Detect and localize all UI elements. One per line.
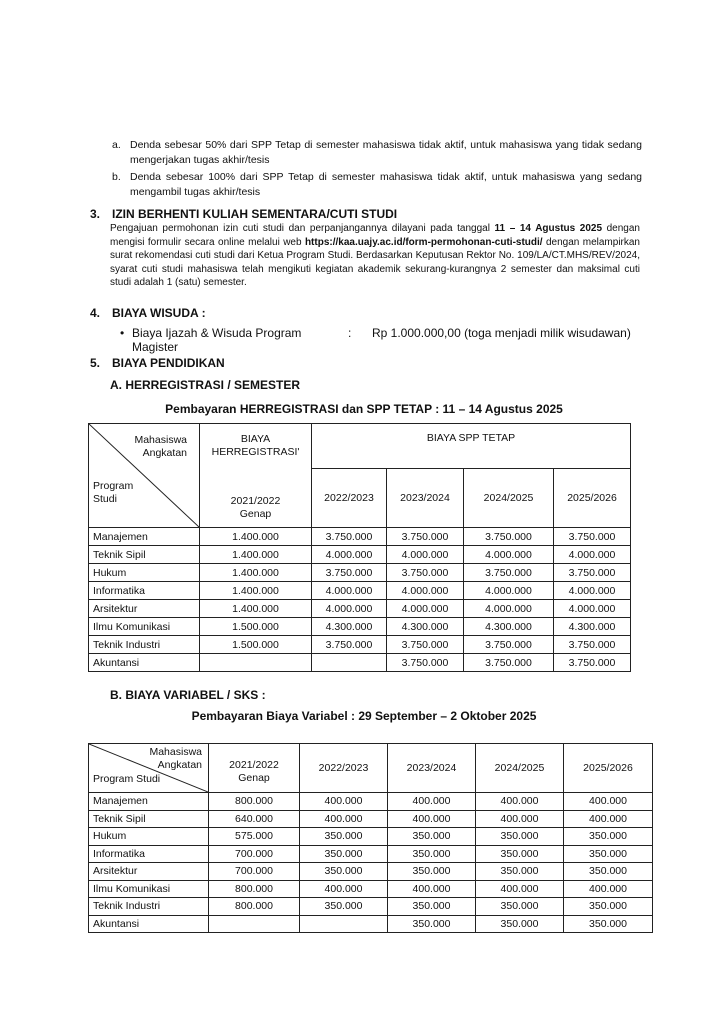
corner-bottom-label [93, 480, 133, 506]
value-cell: 350.000 [300, 898, 388, 916]
value-cell: 1.400.000 [200, 582, 312, 600]
table-row [89, 793, 653, 811]
cuti-date: 11 – 14 Agustus 2025 [494, 223, 603, 234]
section-title: IZIN BERHENTI KULIAH SEMENTARA/CUTI STUDI [112, 207, 398, 221]
year-header: 2024/2025 [464, 469, 554, 528]
value-cell: 3.750.000 [554, 636, 631, 654]
table-row [89, 880, 653, 898]
value-cell: 350.000 [564, 863, 653, 881]
value-cell: 400.000 [300, 880, 388, 898]
value-cell: 640.000 [209, 810, 300, 828]
prodi-cell: Manajemen [89, 528, 200, 546]
bullet-icon: • [120, 326, 125, 340]
value-cell: 800.000 [209, 898, 300, 916]
value-cell: 400.000 [476, 810, 564, 828]
header-text: 2021/2022 [230, 495, 281, 507]
corner-text: Mahasiswa [149, 746, 202, 758]
year-header: 2025/2026 [554, 469, 631, 528]
year-header: 2022/2023 [300, 744, 388, 793]
value-cell: 800.000 [209, 793, 300, 811]
value-cell: 350.000 [476, 828, 564, 846]
header-text: Genap [239, 508, 272, 520]
value-cell: 700.000 [209, 863, 300, 881]
value-cell: 350.000 [388, 898, 476, 916]
value-cell: 4.000.000 [387, 546, 464, 564]
value-cell: 350.000 [300, 863, 388, 881]
value-cell: 3.750.000 [464, 654, 554, 672]
value-cell: 400.000 [388, 793, 476, 811]
prodi-cell: Manajemen [89, 793, 209, 811]
value-cell: 350.000 [300, 828, 388, 846]
table-row [89, 564, 631, 582]
denda-item-text: Denda sebesar 50% dari SPP Tetap di semester mahasiswa tidak aktif, untuk mahasiswa yang tidak sedang mengerjakan tugas akhir/tesis [130, 139, 642, 166]
denda-item-label: a. [112, 139, 121, 151]
prodi-cell: Arsitektur [89, 600, 200, 618]
denda-list [112, 138, 642, 202]
value-cell: 4.000.000 [312, 600, 387, 618]
table-row [89, 898, 653, 916]
year-header: 2023/2024 [387, 469, 464, 528]
value-cell: 350.000 [476, 898, 564, 916]
value-cell: 1.500.000 [200, 618, 312, 636]
table1-title: Pembayaran HERREGISTRASI dan SPP TETAP : 11 – 14 Agustus 2025 [165, 402, 563, 416]
value-cell: 4.300.000 [387, 618, 464, 636]
year-header: 2022/2023 [312, 469, 387, 528]
value-cell: 3.750.000 [387, 528, 464, 546]
table-row [89, 636, 631, 654]
section-number: 5. [90, 356, 101, 370]
value-cell: 800.000 [209, 880, 300, 898]
value-cell: 400.000 [564, 810, 653, 828]
corner-top-label [149, 746, 202, 772]
year-header: 2023/2024 [388, 744, 476, 793]
value-cell: 3.750.000 [312, 564, 387, 582]
prodi-cell: Akuntansi [89, 654, 200, 672]
value-cell: 3.750.000 [464, 636, 554, 654]
value-cell: 3.750.000 [312, 636, 387, 654]
denda-item [112, 138, 642, 167]
year-header [200, 469, 312, 528]
year-header [209, 744, 300, 793]
value-cell: 4.000.000 [464, 546, 554, 564]
header-text: BIAYA [240, 433, 271, 446]
value-cell [200, 654, 312, 672]
prodi-cell: Hukum [89, 564, 200, 582]
herreg-header [200, 424, 312, 469]
value-cell: 4.000.000 [464, 600, 554, 618]
value-cell: 400.000 [388, 810, 476, 828]
spp-header: BIAYA SPP TETAP [312, 424, 631, 469]
prodi-cell: Teknik Sipil [89, 810, 209, 828]
prodi-cell: Informatika [89, 582, 200, 600]
table-corner-cell [89, 424, 200, 528]
value-cell: 1.400.000 [200, 546, 312, 564]
value-cell: 350.000 [476, 915, 564, 933]
value-cell: 3.750.000 [554, 564, 631, 582]
prodi-cell: Hukum [89, 828, 209, 846]
corner-text: Angkatan [142, 447, 187, 459]
prodi-cell: Teknik Sipil [89, 546, 200, 564]
value-cell: 4.000.000 [312, 546, 387, 564]
value-cell [300, 915, 388, 933]
value-cell: 350.000 [564, 845, 653, 863]
denda-item-label: b. [112, 171, 121, 183]
prodi-cell: Arsitektur [89, 863, 209, 881]
value-cell: 3.750.000 [312, 528, 387, 546]
value-cell: 350.000 [476, 863, 564, 881]
table2-title: Pembayaran Biaya Variabel : 29 September – 2 Oktober 2025 [191, 709, 537, 723]
section-4-heading [90, 306, 206, 320]
year-header: 2024/2025 [476, 744, 564, 793]
prodi-cell: Teknik Industri [89, 898, 209, 916]
value-cell: 3.750.000 [554, 654, 631, 672]
section-number: 3. [90, 207, 101, 221]
value-cell: 400.000 [476, 793, 564, 811]
section-title: BIAYA PENDIDIKAN [112, 356, 225, 370]
value-cell: 700.000 [209, 845, 300, 863]
value-cell: 3.750.000 [554, 528, 631, 546]
wisuda-colon: : [348, 326, 352, 340]
value-cell: 3.750.000 [464, 528, 554, 546]
table-row [89, 915, 653, 933]
corner-text: Studi [93, 493, 117, 505]
paragraph-text: dengan mengisi formulir secara online melalui web [110, 223, 640, 248]
cuti-form-link[interactable]: https://kaa.uajy.ac.id/form-permohonan-cuti-studi/ [304, 236, 543, 248]
value-cell: 4.000.000 [464, 582, 554, 600]
corner-text: Program [93, 480, 134, 492]
value-cell [312, 654, 387, 672]
value-cell: 4.000.000 [387, 600, 464, 618]
value-cell: 350.000 [388, 828, 476, 846]
value-cell: 400.000 [388, 880, 476, 898]
value-cell: 4.300.000 [464, 618, 554, 636]
value-cell: 4.000.000 [554, 546, 631, 564]
section-3-paragraph [110, 222, 640, 290]
value-cell: 400.000 [300, 810, 388, 828]
value-cell: 400.000 [564, 880, 653, 898]
section-3-heading [90, 207, 397, 221]
year-header: 2025/2026 [564, 744, 653, 793]
value-cell: 350.000 [564, 828, 653, 846]
value-cell: 3.750.000 [387, 636, 464, 654]
table-row [89, 828, 653, 846]
value-cell: 3.750.000 [464, 564, 554, 582]
value-cell: 400.000 [476, 880, 564, 898]
value-cell: 4.300.000 [312, 618, 387, 636]
table-row [89, 528, 631, 546]
table-row [89, 863, 653, 881]
value-cell: 4.000.000 [387, 582, 464, 600]
herregistrasi-table [88, 423, 631, 672]
prodi-cell: Informatika [89, 845, 209, 863]
table-corner-cell [89, 744, 209, 793]
prodi-cell: Ilmu Komunikasi [89, 880, 209, 898]
value-cell: 3.750.000 [387, 654, 464, 672]
subsection-b-heading: B. BIAYA VARIABEL / SKS : [110, 688, 266, 702]
value-cell: 350.000 [564, 915, 653, 933]
wisuda-bullet [120, 326, 631, 354]
table-row [89, 600, 631, 618]
value-cell: 350.000 [476, 845, 564, 863]
biaya-variabel-table [88, 743, 653, 933]
value-cell: 1.500.000 [200, 636, 312, 654]
value-cell: 4.300.000 [554, 618, 631, 636]
corner-text: Program Studi [93, 773, 161, 785]
value-cell: 4.000.000 [312, 582, 387, 600]
value-cell: 1.400.000 [200, 564, 312, 582]
corner-text: Angkatan [157, 759, 202, 771]
denda-item [112, 170, 642, 199]
corner-text: Mahasiswa [134, 434, 187, 446]
table-row [89, 654, 631, 672]
value-cell: 350.000 [388, 915, 476, 933]
value-cell: 350.000 [388, 863, 476, 881]
prodi-cell: Teknik Industri [89, 636, 200, 654]
value-cell: 1.400.000 [200, 528, 312, 546]
header-text: Genap [238, 772, 270, 784]
table-row [89, 582, 631, 600]
table-row [89, 845, 653, 863]
value-cell: 4.000.000 [554, 582, 631, 600]
table-row [89, 546, 631, 564]
paragraph-text: Pengajuan permohonan izin cuti studi dan perpanjangannya dilayani pada tanggal [110, 223, 495, 234]
value-cell: 575.000 [209, 828, 300, 846]
value-cell: 350.000 [564, 898, 653, 916]
table-row [89, 810, 653, 828]
section-5-heading [90, 356, 225, 370]
prodi-cell: Akuntansi [89, 915, 209, 933]
value-cell: 350.000 [300, 845, 388, 863]
section-title: BIAYA WISUDA : [112, 306, 206, 320]
value-cell: 400.000 [564, 793, 653, 811]
prodi-cell: Ilmu Komunikasi [89, 618, 200, 636]
subsection-a-heading: A. HERREGISTRASI / SEMESTER [110, 378, 301, 392]
value-cell: 350.000 [388, 845, 476, 863]
corner-top-label [134, 434, 187, 460]
corner-bottom-label [93, 773, 160, 786]
section-number: 4. [90, 306, 101, 320]
value-cell: 4.000.000 [554, 600, 631, 618]
wisuda-value: Rp 1.000.000,00 (toga menjadi milik wisudawan) [372, 326, 631, 340]
value-cell: 1.400.000 [200, 600, 312, 618]
denda-item-text: Denda sebesar 100% dari SPP Tetap di semester mahasiswa tidak aktif, untuk mahasiswa yang sedang mengambil tugas akhir/tesis [130, 171, 642, 198]
value-cell: 400.000 [300, 793, 388, 811]
value-cell [209, 915, 300, 933]
header-text: 2021/2022 [229, 759, 279, 771]
table-row [89, 618, 631, 636]
paragraph-text: dengan melampirkan surat rekomendasi cuti studi dari Ketua Program Studi. Berdasarkan Keputusan Rektor No. 109/LA/CT.MHS/REV/2024, syarat cuti studi mahasiswa telah mengikuti kegiatan akademik sekurang-kurangnya 2 semester dan maksimal cuti studi adalah 1 (satu) semester. [110, 236, 640, 288]
value-cell: 3.750.000 [387, 564, 464, 582]
header-text: HERREGISTRASI' [211, 446, 300, 459]
wisuda-label: Biaya Ijazah & Wisuda Program Magister [132, 326, 302, 354]
